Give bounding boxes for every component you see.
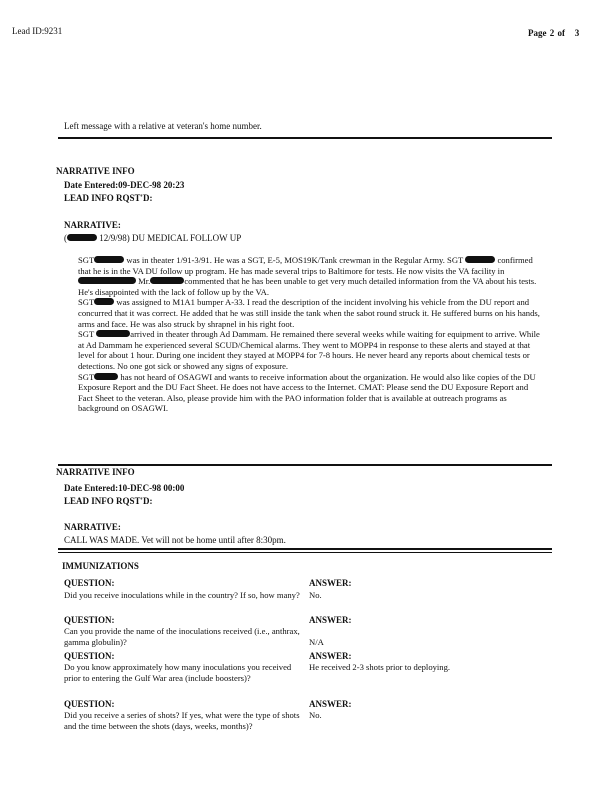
narrative-body-1: [64, 255, 542, 414]
narrative-info-heading-1: NARRATIVE INFO: [56, 166, 135, 176]
redaction: [67, 234, 97, 241]
p2-text-a: SGT: [78, 297, 95, 308]
question-text: Did you receive inoculations while in the country? If so, how many?: [64, 590, 300, 600]
redaction: [96, 330, 130, 337]
question-label: QUESTION:: [64, 699, 115, 709]
p1-text-a: SGT: [78, 255, 95, 265]
p2-text-b: was assigned to M1A1 bumper A-33. I read the description of the incident involving his vehicle from the DU report and concurred that it was correct. He added that he was still inside the tank when the sabot round struck it. He suffered burns on his hands, arms and face. He was also struck by shrapnel in his right foot.: [78, 297, 540, 329]
p3-text-b: arrived in theater through Ad Dammam. He remained there several weeks while waiting for equipment to arrive. While at Ad Dammam he experienced several SCUD/Chemical alarms. They went to MOPP4 in response to these alerts and stayed at that level for about 1 hour. During one incident they stayed at MOPP4 for 7-8 hours. He never heard any reports about chemical tests or detections. No one got sick or showed any signs of exposure.: [78, 329, 540, 371]
question-label: QUESTION:: [64, 578, 115, 588]
p1-text-e: commented that he has been unable to get very much detailed information from the VA about his tests. He's disappointed with the lack of follow up by the VA.: [78, 276, 537, 297]
page-word: Page: [528, 28, 547, 38]
question-label: QUESTION:: [64, 651, 115, 661]
paragraph-2: [64, 297, 542, 329]
lead-info-2: LEAD INFO RQST'D:: [64, 496, 153, 506]
date-entered-1: Date Entered:09-DEC-98 20:23: [64, 180, 185, 190]
redaction: [150, 277, 184, 284]
immunizations-heading: IMMUNIZATIONS: [62, 561, 139, 571]
answer-label: ANSWER:: [309, 651, 352, 661]
page-of: of: [557, 28, 565, 38]
p1-text-b: was in theater 1/91-3/91. He was a SGT, E-5, MOS19K/Tank crewman in the Regular Army. SGT: [126, 255, 464, 265]
answer-label: ANSWER:: [309, 699, 352, 709]
redaction: [94, 373, 118, 380]
p4-text-a: SGT: [78, 371, 95, 382]
question-label: QUESTION:: [64, 615, 115, 625]
p4-text-b: has not heard of OSAGWI and wants to receive information about the organization. He would also like copies of the DU Exposure Report and the DU Fact Sheet. He does not have access to the Internet. CMAT: Please send the DU Exposure Report and Fact Sheet to the veteran. Also, please provide him with the PAO information folder that is available at outreach programs as background on OSAGWI.: [78, 371, 536, 414]
lead-info-1: LEAD INFO RQST'D:: [64, 193, 153, 203]
narrative-text-2: CALL WAS MADE. Vet will not be home until after 8:30pm.: [64, 535, 286, 545]
divider-4: [58, 552, 552, 553]
divider-3: [58, 548, 552, 550]
answer-text: No.: [309, 590, 322, 600]
answer-text: No.: [309, 710, 322, 720]
p3-text-a: SGT: [78, 329, 95, 340]
answer-label: ANSWER:: [309, 615, 352, 625]
question-text: Can you provide the name of the inoculations received (i.e., anthrax, gamma globulin)?: [64, 626, 300, 647]
page-indicator: [528, 28, 579, 38]
redaction: [78, 277, 136, 284]
question-text: Do you know approximately how many inoculations you received prior to entering the Gulf War area (include boosters)?: [64, 662, 292, 683]
page-total: 3: [574, 28, 580, 38]
redaction: [94, 256, 124, 263]
question-text: Did you receive a series of shots? If yes, what were the type of shots and the time between the shots (days, weeks, months)?: [64, 710, 300, 731]
paragraph-3: [64, 329, 542, 371]
message-line: Left message with a relative at veteran's home number.: [64, 121, 262, 131]
p1-text-d: Mr.: [138, 276, 151, 287]
divider-1: [58, 137, 552, 139]
paragraph-4: [64, 372, 542, 414]
subject-text: 12/9/98) DU MEDICAL FOLLOW UP: [99, 233, 242, 243]
narrative-info-heading-2: NARRATIVE INFO: [56, 467, 135, 477]
redaction: [465, 256, 495, 263]
lead-id: Lead ID:9231: [12, 26, 63, 36]
answer-label: ANSWER:: [309, 578, 352, 588]
answer-text: He received 2-3 shots prior to deploying.: [309, 662, 451, 672]
narrative-label-2: NARRATIVE:: [64, 522, 121, 532]
narrative-subject: ( 12/9/98) DU MEDICAL FOLLOW UP: [64, 233, 242, 243]
narrative-label-1: NARRATIVE:: [64, 220, 121, 230]
redaction: [94, 298, 114, 305]
date-entered-2: Date Entered:10-DEC-98 00:00: [64, 483, 185, 493]
p1-text-c: confirmed that he is in the VA DU follow up program. He has made several trips to Baltimore for tests. He now visits the VA facility in: [78, 255, 533, 276]
paragraph-1: [64, 255, 542, 297]
answer-text: N/A: [309, 637, 324, 647]
page-number: 2: [549, 28, 555, 38]
